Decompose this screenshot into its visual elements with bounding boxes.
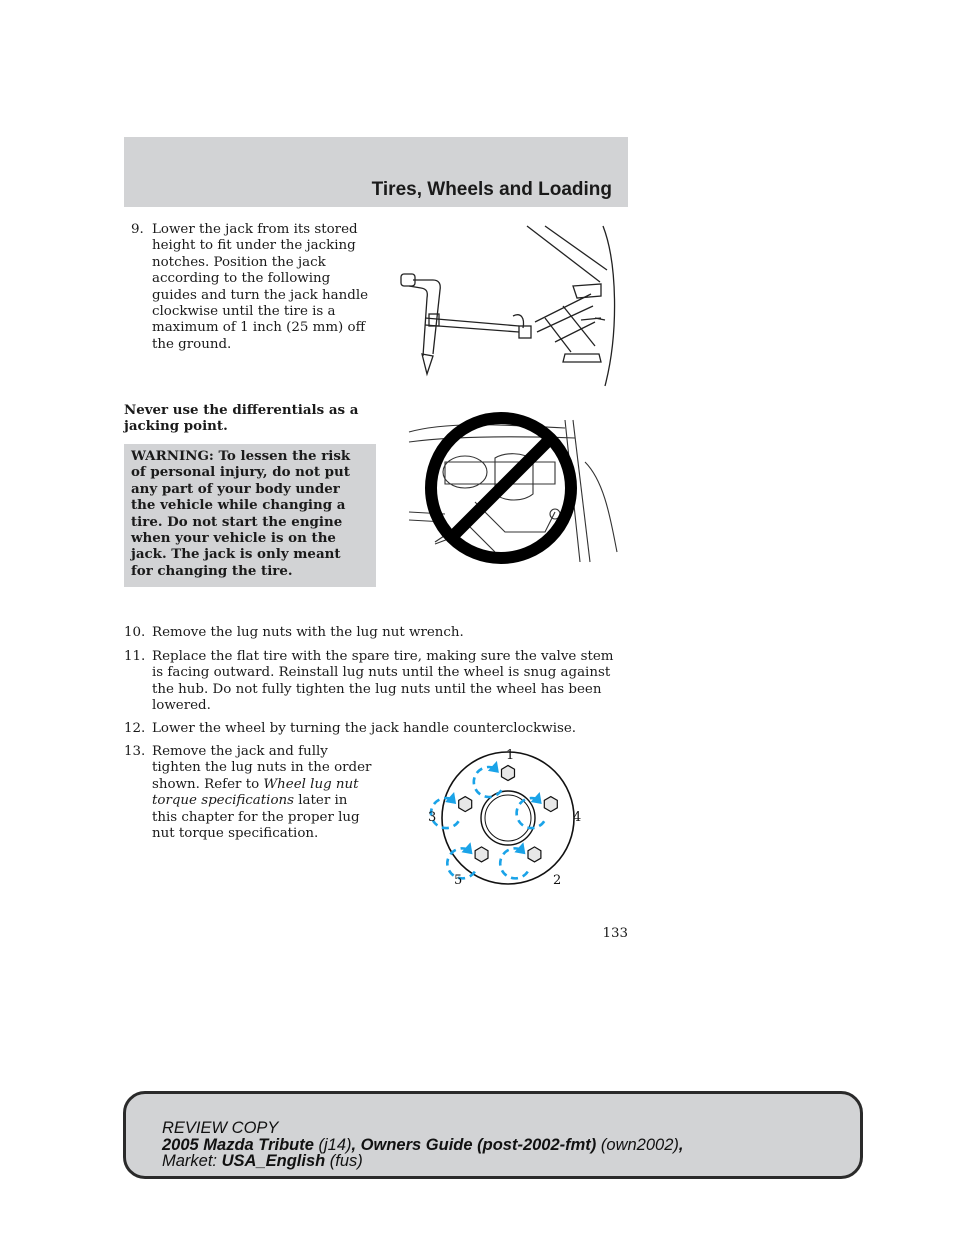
center-bore [481,791,535,845]
step-number: 10. [124,625,146,640]
reference-link-text: Wheel lug nut [263,776,359,792]
jack-illustration [395,222,620,390]
warning-line: of personal injury, do not put [131,464,350,481]
warning-line: the vehicle while changing a [131,497,346,514]
step-line: Lower the jack from its stored [152,222,358,237]
review-copy-label: REVIEW COPY [162,1119,279,1137]
lug-label-5: 5 [454,873,463,888]
step-line: nut torque specification. [152,826,319,842]
step-line: torque specifications later in [152,793,348,809]
step-line: height to fit under the jacking [152,238,356,254]
lug-label-1: 1 [506,748,515,763]
step-line: Lower the wheel by turning the jack handle counterclockwise. [152,721,577,736]
step-number: 13. [124,744,146,759]
step-line: clockwise until the tire is a [152,304,336,320]
warning-line: for changing the tire. [131,562,293,579]
section-header [124,137,628,207]
lug-nut-1 [502,766,515,781]
step-number: 11. [124,649,146,664]
warning-line: any part of your body under [131,480,340,497]
step-line: the hub. Do not fully tighten the lug nuts until the wheel has been [152,681,602,697]
step-line: notches. Position the jack [152,254,326,270]
lug-label-3: 3 [428,810,437,825]
step-line: tighten the lug nuts in the order [152,760,372,776]
note-line: Never use the differentials as a [124,402,359,418]
differential-note [124,402,374,435]
step-line: Remove the jack and fully [152,744,328,759]
step-number: 9. [131,222,144,237]
lug-label-2: 2 [553,873,562,888]
step-line: according to the following [152,271,331,287]
section-title: Tires, Wheels and Loading [371,179,612,200]
lug-nut-3 [459,797,472,812]
step-line: Remove the lug nuts with the lug nut wrench. [152,625,464,640]
lug-nut-5 [475,847,488,862]
step-line: shown. Refer to Wheel lug nut [152,776,359,792]
note-line: jacking point. [124,418,228,435]
step-line: Replace the flat tire with the spare tire, making sure the valve stem [152,649,614,664]
warning-line: jack. The jack is only meant [131,546,341,563]
step-line: lowered. [152,698,211,714]
warning-line: when your vehicle is on the [131,530,336,547]
step-line: this chapter for the proper lug [152,809,360,825]
lug-nut-order-diagram [422,744,588,894]
step-line: guides and turn the jack handle [152,287,369,303]
step-line: maximum of 1 inch (25 mm) off [152,320,366,336]
warning-line: tire. Do not start the engine [131,513,343,530]
warning-box [124,444,376,587]
lug-nut-2 [528,847,541,862]
step-number: 12. [124,721,146,736]
step-line: is facing outward. Reinstall lug nuts until the wheel is snug against [152,665,611,681]
differential-prohibited-illustration [405,402,620,572]
page-number: 133 [602,926,628,941]
footer-market-line: Market: USA_English (fus) [162,1152,363,1170]
step-line: the ground. [152,336,232,352]
footer-title-line: 2005 Mazda Tribute (j14), Owners Guide (post-2002-fmt) (own2002), [162,1135,684,1154]
lug-nut-4 [544,797,557,812]
warning-line: WARNING: To lessen the risk [131,448,351,464]
lug-label-4: 4 [573,810,582,825]
review-footer [123,1091,863,1179]
reference-link-text: torque specifications [152,793,295,809]
